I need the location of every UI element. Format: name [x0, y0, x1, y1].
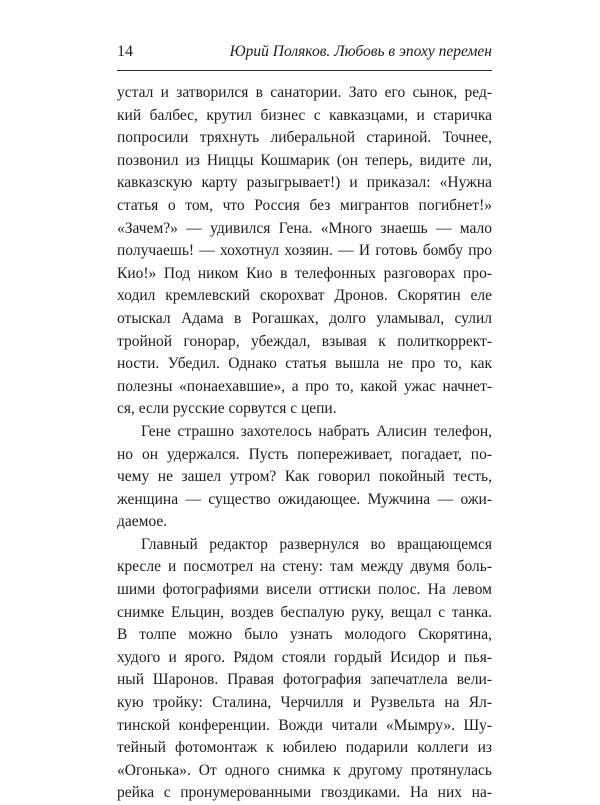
text-line: чему не зашел утром? Как говорил покойный тесть, — [117, 468, 492, 486]
text-line: ности. Убедил. Однако статья вышла не про то, как — [117, 355, 492, 373]
text-line: кую тройку: Сталина, Черчилля и Рузвельта на Ял- — [117, 694, 492, 712]
paragraph-start-line: Гене страшно захотелось набрать Алисин телефон, — [141, 422, 492, 440]
paragraph-start-line: Главный редактор развернулся во вращающемся — [141, 535, 492, 553]
paragraph-end-line: даемое. — [117, 513, 168, 531]
running-head — [117, 38, 492, 66]
text-line: рейка с пронумерованными гвоздиками. На них на- — [117, 784, 492, 802]
text-line: попросили тряхнуть либеральной стариной. Точнее, — [117, 129, 492, 147]
text-line: статья о том, что Россия без мигрантов погибнет!» — [117, 196, 492, 214]
text-line: кавказскую карту разыгрывает!) и приказал: «Нужна — [117, 174, 492, 192]
text-line: получаешь! — хохотнул хозяин. — И готовь бомбу про — [117, 242, 492, 260]
text-line: тинской конференции. Вожди читали «Мымру». Шу- — [117, 716, 492, 734]
text-line: В толпе можно было узнать молодого Скорятина, — [117, 626, 492, 644]
text-line: устал и затворился в санатории. Зато его сынок, ред- — [117, 84, 492, 101]
text-line: «Зачем?» — удивился Гена. «Много знаешь — мало — [117, 219, 492, 237]
text-line: кий балбес, крутил бизнес с кавказцами, и старичка — [117, 106, 492, 124]
text-line: но он удержался. Пусть попереживает, погадает, по- — [117, 445, 492, 463]
text-line: ный Шаронов. Правая фотография запечатлела вели- — [117, 671, 492, 689]
text-line: отыскал Адама в Рогашках, долго уламывал, сулил — [117, 309, 492, 327]
text-line: Кио!» Под ником Кио в телефонных разговорах про- — [117, 264, 492, 282]
body-text — [117, 82, 492, 805]
text-line: полезны «понаехавшие», а про то, какой ужас начнет- — [117, 377, 492, 395]
paragraph-end-line: ся, если русские сорвутся с цепи. — [117, 400, 337, 418]
text-line: женщина — существо ожидающее. Мужчина — ожи- — [117, 490, 492, 508]
text-line: снимке Ельцин, воздев беспалую руку, вещал с танка. — [117, 603, 492, 621]
header-rule — [117, 70, 492, 71]
text-line: ходил кремлевский скорохват Дронов. Скорятин еле — [117, 287, 492, 305]
text-line: худого и ярого. Рядом стояли гордый Исидор и пья- — [117, 648, 492, 666]
text-line: «Огонька». От одного снимка к другому протянулась — [117, 761, 492, 779]
text-line: кресле и посмотрел на стену: там между двумя боль- — [117, 558, 492, 576]
running-title: Юрий Поляков. Любовь в эпоху перемен — [229, 43, 492, 60]
page-number: 14 — [117, 43, 133, 60]
text-line: шими фотографиями висели оттиски полос. На левом — [117, 581, 492, 599]
text-line: позвонил из Ниццы Кошмарик (он теперь, видите ли, — [117, 151, 492, 169]
text-line: тройной гонорар, убеждал, взывая к политкоррект- — [117, 332, 492, 350]
text-line: тейный фотомонтаж к юбилею подарили коллеги из — [117, 739, 492, 757]
